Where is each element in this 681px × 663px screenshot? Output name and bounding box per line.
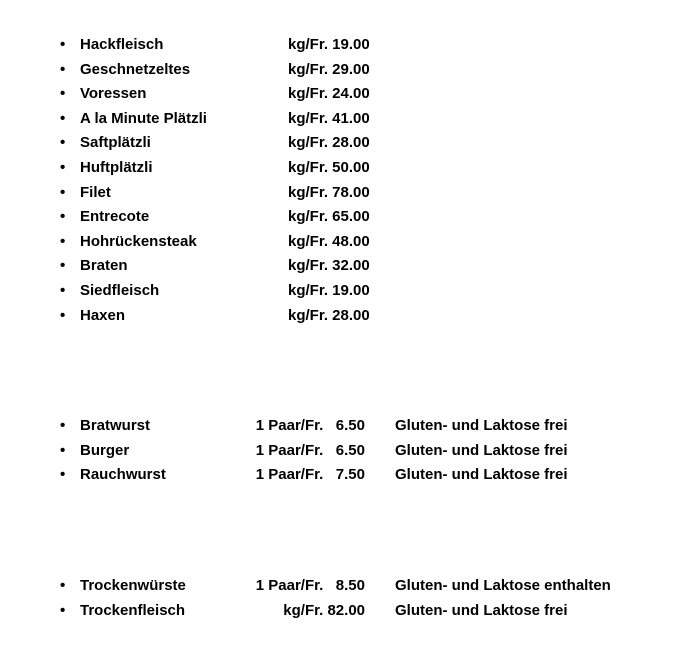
item-price: kg/Fr. 28.00 (288, 306, 370, 324)
item-label: Hohrückensteak (80, 232, 197, 250)
item-label: Rauchwurst (80, 466, 166, 484)
item-price: kg/Fr. 50.00 (288, 158, 370, 176)
bullet-icon: • (60, 441, 66, 459)
item-label: A la Minute Plätzli (80, 109, 207, 127)
item-label: Filet (80, 183, 111, 201)
price-list-item (0, 439, 681, 464)
item-price: 1 Paar/Fr. 6.50 (255, 417, 365, 435)
price-list-item (0, 304, 681, 329)
item-price: 1 Paar/Fr. 7.50 (255, 466, 365, 484)
item-price: 1 Paar/Fr. 8.50 (255, 576, 365, 594)
section-fresh-meat (0, 33, 681, 328)
item-price: kg/Fr. 19.00 (288, 281, 370, 299)
price-list-item (0, 414, 681, 439)
price-list-item (0, 599, 681, 624)
item-label: Haxen (80, 306, 126, 324)
bullet-icon: • (60, 109, 66, 127)
price-list-item (0, 131, 681, 156)
price-list-item (0, 254, 681, 279)
item-label: Trockenfleisch (80, 601, 186, 619)
bullet-icon: • (60, 85, 66, 103)
item-price: kg/Fr. 24.00 (288, 85, 370, 103)
bullet-icon: • (60, 232, 66, 250)
price-list-item (0, 33, 681, 58)
item-label: Braten (80, 257, 128, 275)
item-label: Siedfleisch (80, 281, 160, 299)
item-price: kg/Fr. 78.00 (288, 183, 370, 201)
price-list-item (0, 181, 681, 206)
item-label: Huftplätzli (80, 158, 153, 176)
item-note: Gluten- und Laktose frei (395, 441, 568, 459)
bullet-icon: • (60, 158, 66, 176)
price-list-item (0, 82, 681, 107)
item-price: kg/Fr. 19.00 (288, 36, 370, 53)
item-label: Entrecote (80, 208, 150, 226)
bullet-icon: • (60, 417, 66, 435)
price-list-item (0, 230, 681, 255)
item-label: Saftplätzli (80, 134, 151, 152)
item-price: kg/Fr. 65.00 (288, 208, 370, 226)
price-list-item (0, 463, 681, 488)
bullet-icon: • (60, 306, 66, 324)
section-sausages (0, 414, 681, 488)
price-list-item (0, 58, 681, 83)
price-list-item (0, 156, 681, 181)
item-label: Trockenwürste (80, 576, 186, 594)
price-list-item (0, 107, 681, 132)
bullet-icon: • (60, 134, 66, 152)
bullet-icon: • (60, 601, 66, 619)
item-price: kg/Fr. 41.00 (288, 109, 370, 127)
price-list-item (0, 574, 681, 599)
item-label: Burger (80, 441, 130, 459)
item-note: Gluten- und Laktose frei (395, 601, 568, 619)
bullet-icon: • (60, 257, 66, 275)
section-dried-meats (0, 574, 681, 623)
item-label: Voressen (80, 85, 147, 103)
item-price: kg/Fr. 32.00 (288, 257, 370, 275)
bullet-icon: • (60, 36, 66, 53)
item-price: kg/Fr. 28.00 (288, 134, 370, 152)
item-price: kg/Fr. 29.00 (288, 60, 370, 78)
bullet-icon: • (60, 60, 66, 78)
item-price: kg/Fr. 48.00 (288, 232, 370, 250)
item-label: Hackfleisch (80, 36, 164, 53)
bullet-icon: • (60, 466, 66, 484)
bullet-icon: • (60, 576, 66, 594)
bullet-icon: • (60, 281, 66, 299)
bullet-icon: • (60, 183, 66, 201)
item-label: Bratwurst (80, 417, 151, 435)
price-list-item (0, 205, 681, 230)
item-price: 1 Paar/Fr. 6.50 (255, 441, 365, 459)
item-label: Geschnetzeltes (80, 60, 191, 78)
item-note: Gluten- und Laktose frei (395, 466, 568, 484)
bullet-icon: • (60, 208, 66, 226)
price-list-item (0, 279, 681, 304)
item-price: kg/Fr. 82.00 (283, 601, 365, 619)
item-note: Gluten- und Laktose frei (395, 417, 568, 435)
item-note: Gluten- und Laktose enthalten (395, 576, 611, 594)
